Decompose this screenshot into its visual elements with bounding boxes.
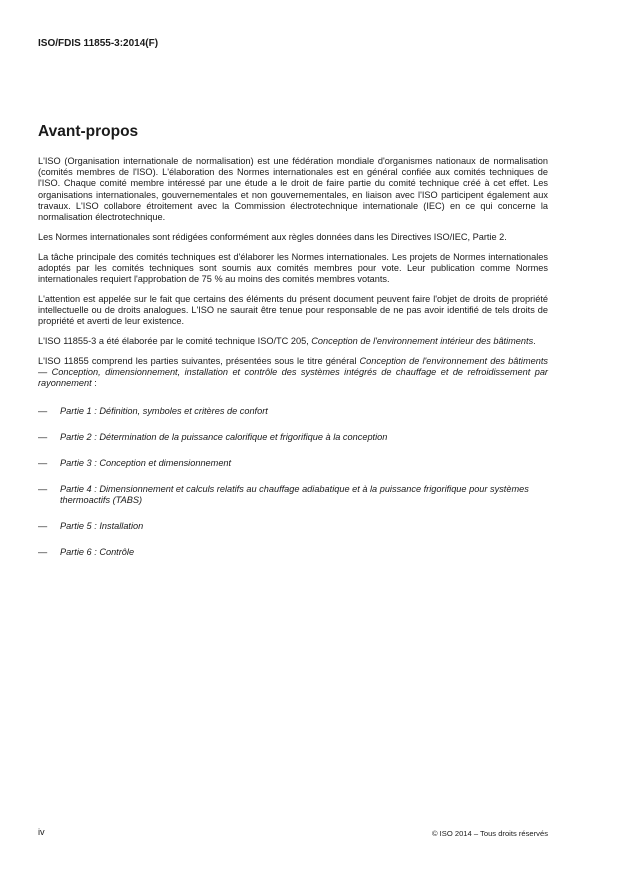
list-dash: — (38, 546, 48, 557)
list-dash: — (38, 520, 48, 531)
committee-title: Conception de l'environnement intérieur des bâtiments (311, 336, 534, 347)
document-identifier: ISO/FDIS 11855-3:2014(F) (38, 38, 159, 49)
paragraph-technical-committees: La tâche principale des comités techniques est d'élaborer les Normes internationales. Les projets de Normes internationales adoptés par les comités techniques sont soumis aux comités membres pour vote. Leur publication comme Normes internationales requiert l'approbation de 75 % au moins des comités membres votants. (38, 251, 548, 285)
parts-list (38, 406, 548, 557)
parts-intro-end: : (91, 378, 97, 389)
list-dash: — (38, 483, 48, 494)
list-item (38, 547, 548, 558)
parts-intro-text: L'ISO 11855 comprend les parties suivantes, présentées sous le titre général (38, 355, 360, 366)
paragraph-directives: Les Normes internationales sont rédigées conformément aux règles données dans les Directives ISO/IEC, Partie 2. (38, 231, 507, 242)
paragraph-parts-intro (38, 356, 548, 390)
list-dash: — (38, 432, 48, 443)
general-title: Conception de l'environnement des bâtiments — Conception, dimensionnement, installation et contrôle des systèmes intégrés de chauffage et de refroidissement par rayonnement (38, 355, 548, 389)
foreword-body (38, 156, 548, 572)
paragraph-prepared-by (38, 336, 548, 347)
page-number: iv (38, 827, 45, 837)
copyright-notice: © ISO 2014 – Tous droits réservés (431, 829, 548, 838)
prepared-by-text: L'ISO 11855-3 a été élaborée par le comité technique ISO/TC 205, (38, 336, 312, 347)
part-title: Partie 4 : Dimensionnement et calculs relatifs au chauffage adiabatique et à la puissance frigorifique pour systèmes thermoactifs (TABS) (60, 483, 529, 506)
part-title: Partie 6 : Contrôle (60, 546, 135, 557)
prepared-by-end: . (533, 336, 536, 347)
part-title: Partie 2 : Détermination de la puissance calorifique et frigorifique à la conception (60, 432, 388, 443)
list-item (38, 484, 548, 506)
part-title: Partie 3 : Conception et dimensionnement (60, 458, 232, 469)
paragraph-patent-rights: L'attention est appelée sur le fait que certains des éléments du présent document peuvent faire l'objet de droits de propriété intellectuelle ou de droits analogues. L'ISO ne saurait être tenue pour responsable de ne pas avoir identifié de tels droits de propriété et averti de leur existence. (38, 293, 548, 327)
section-title: Avant-propos (38, 123, 139, 140)
list-item (38, 406, 548, 417)
paragraph-iso-organisation: L'ISO (Organisation internationale de normalisation) est une fédération mondiale d'organismes nationaux de normalisation (comités membres de l'ISO). L'élaboration des Normes internationales est en général confiée aux comités techniques de l'ISO. Chaque comité membre intéressé par une étude a le droit de faire partie du comité technique créé à cet effet. Les organisations internationales, gouvernementales et non gouvernementales, en liaison avec l'ISO participent également aux travaux. L'ISO collabore étroitement avec la Commission électrotechnique internationale (IEC) en ce qui concerne la normalisation électrotechnique. (38, 156, 548, 223)
list-item (38, 521, 548, 532)
list-item (38, 458, 548, 469)
part-title: Partie 5 : Installation (60, 520, 144, 531)
list-dash: — (38, 406, 48, 417)
list-dash: — (38, 458, 48, 469)
part-title: Partie 1 : Définition, symboles et critères de confort (60, 406, 268, 417)
list-item (38, 432, 548, 443)
